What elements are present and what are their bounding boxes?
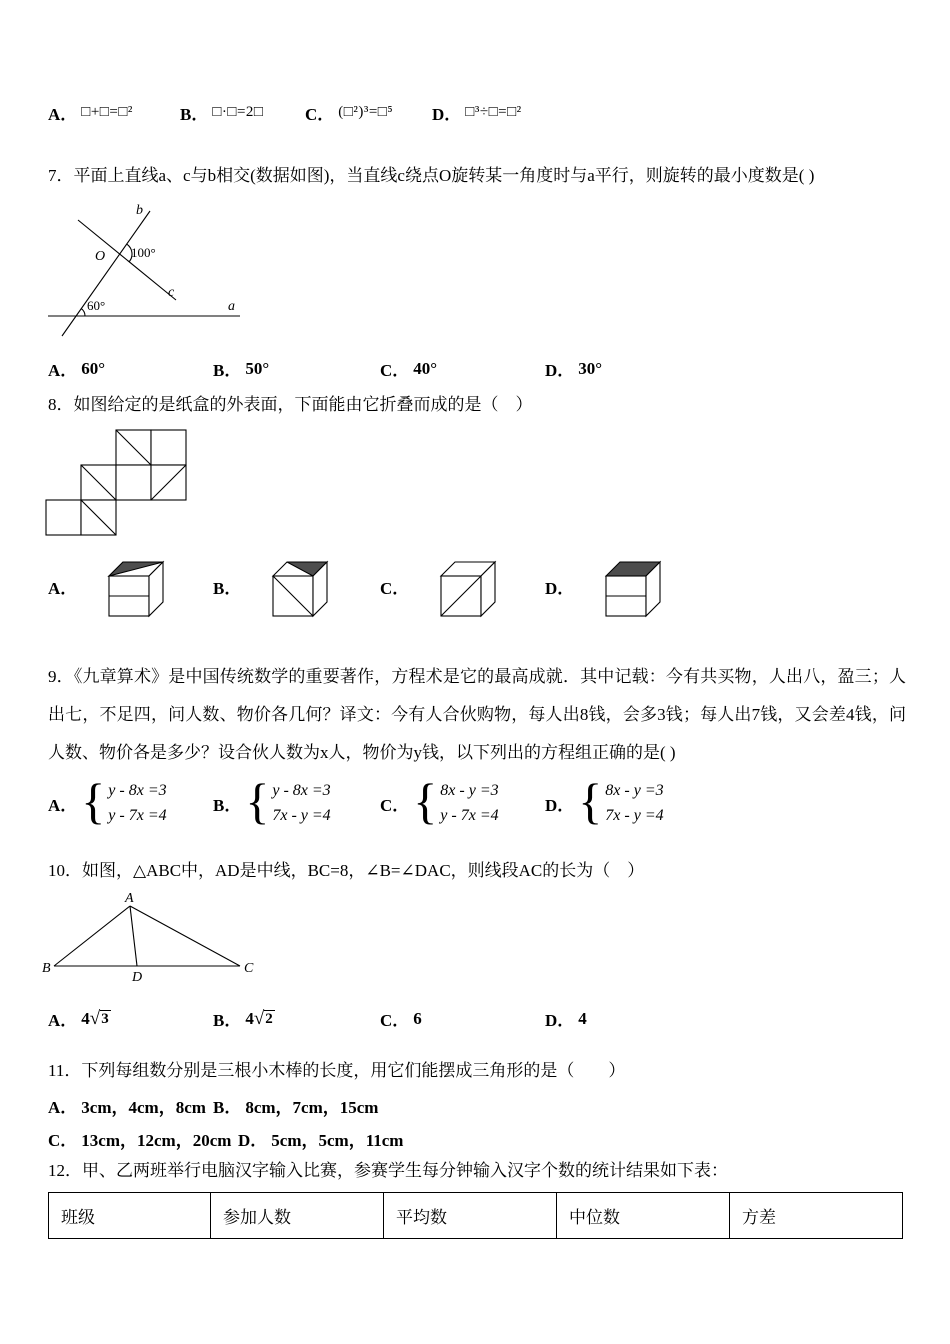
line-c <box>78 220 176 300</box>
angle-arc-60 <box>81 309 85 316</box>
option-label: D． <box>545 1011 575 1030</box>
option-value: 30° <box>578 358 603 378</box>
table-header-participants: 参加人数 <box>211 1193 384 1239</box>
table-header-class: 班级 <box>49 1193 211 1239</box>
formula: □³÷□=□² <box>465 104 522 120</box>
option-value: 8cm，7cm，15cm <box>245 1098 379 1117</box>
equation-1: 8x - y =3 <box>440 782 499 799</box>
point-b-label: B <box>42 961 51 976</box>
option-label: B． <box>213 361 242 380</box>
option-label: C． <box>380 578 410 598</box>
option-value: 60° <box>81 358 106 378</box>
q6-option-b <box>180 100 305 125</box>
option-label: C． <box>48 1131 78 1150</box>
q6-option-a <box>48 100 180 125</box>
option-label: D． <box>238 1131 268 1150</box>
question-7-text: 7．平面上直线a、c与b相交(数据如图)，当直线c绕点O旋转某一角度时与a平行，则旋转的最小度数是( ) <box>48 166 815 185</box>
equation-system <box>413 773 499 829</box>
q10-option-a <box>48 1006 213 1031</box>
option-label: A． <box>48 795 78 815</box>
q7-option-b <box>213 356 380 381</box>
q8-net-figure <box>40 424 200 544</box>
q7-figure <box>40 198 250 343</box>
q8-options-row <box>48 552 904 620</box>
cube-b-figure <box>265 552 331 620</box>
option-label: C． <box>305 105 335 124</box>
q6-option-c <box>305 100 432 125</box>
cube-d-figure <box>598 552 664 620</box>
sqrt-icon: √ <box>89 1007 101 1029</box>
table-header-variance: 方差 <box>730 1193 903 1239</box>
q8-option-b <box>213 552 380 620</box>
option-label: A． <box>48 1011 78 1030</box>
point-c-label: C <box>244 961 254 976</box>
radicand: 2 <box>265 1010 273 1027</box>
equation-2: 7x - y =4 <box>605 807 664 824</box>
coefficient: 4 <box>81 1008 90 1028</box>
option-value: 50° <box>245 358 270 378</box>
option-value: 13cm，12cm，20cm <box>81 1131 232 1150</box>
q11-option-b <box>213 1093 904 1118</box>
q9-options-row <box>48 773 904 829</box>
point-o-label: O <box>95 249 106 264</box>
line-a-label: a <box>228 299 235 314</box>
equation-1: 8x - y =3 <box>605 782 664 799</box>
point-d-label: D <box>132 970 143 985</box>
q8-option-d <box>545 552 904 620</box>
q9-option-b <box>213 773 380 829</box>
net-cell <box>46 500 81 535</box>
q10-option-c <box>380 1006 545 1031</box>
equation-system <box>578 773 664 829</box>
question-8-text: 8．如图给定的是纸盒的外表面，下面能由它折叠而成的是（ ） <box>48 395 533 414</box>
table-header-row <box>49 1193 903 1239</box>
q7-options-row <box>48 356 904 381</box>
statistics-table <box>48 1192 903 1239</box>
option-label: C． <box>380 795 410 815</box>
equation-2: y - 7x =4 <box>440 807 499 824</box>
line-b <box>62 211 150 336</box>
table-header-median: 中位数 <box>557 1193 730 1239</box>
q11-option-c <box>48 1126 238 1151</box>
option-label: B． <box>213 795 242 815</box>
formula: (□²)³=□⁵ <box>338 104 394 120</box>
option-label: C． <box>380 1011 410 1030</box>
option-label: B． <box>213 578 242 598</box>
q7-option-a <box>48 356 213 381</box>
sqrt-icon: √ <box>253 1007 265 1029</box>
formula: □+□=□² <box>81 104 133 120</box>
question-11-text: 11．下列每组数分别是三根小木棒的长度，用它们能摆成三角形的是（ ） <box>48 1061 626 1080</box>
cube-c-figure <box>433 552 499 620</box>
line-c-label: c <box>168 285 175 300</box>
radicand: 3 <box>101 1010 109 1027</box>
q11-option-a <box>48 1093 213 1118</box>
equation-1: y - 8x =3 <box>108 782 167 799</box>
q8-option-a <box>48 552 213 620</box>
left-brace: { <box>578 773 603 829</box>
option-value: 5cm，5cm，11cm <box>271 1131 404 1150</box>
segment-ba <box>54 906 130 966</box>
q6-option-d <box>432 100 904 125</box>
cube-a-figure <box>101 552 167 620</box>
q10-figure <box>40 888 260 993</box>
question-10-text: 10．如图，△ABC中，AD是中线，BC=8，∠B=∠DAC，则线段AC的长为（ ） <box>48 861 645 880</box>
option-label: A． <box>48 1098 78 1117</box>
option-label: D． <box>545 361 575 380</box>
q11-options-row-1 <box>48 1093 904 1118</box>
equation-1: y - 8x =3 <box>272 782 331 799</box>
point-a-label: A <box>125 891 134 906</box>
q11-options-row-2 <box>48 1126 904 1151</box>
left-brace: { <box>245 773 270 829</box>
option-label: A． <box>48 578 78 598</box>
formula: □·□=2□ <box>212 104 264 120</box>
option-label: A． <box>48 105 78 124</box>
q9-option-c <box>380 773 545 829</box>
option-label: B． <box>213 1098 242 1117</box>
coefficient: 4 <box>245 1008 254 1028</box>
table-header-mean: 平均数 <box>384 1193 557 1239</box>
segment-ac <box>130 906 240 966</box>
option-label: B． <box>180 105 209 124</box>
option-value: 40° <box>413 358 438 378</box>
q11-option-d <box>238 1126 904 1151</box>
option-label: D． <box>545 795 575 815</box>
left-brace: { <box>413 773 438 829</box>
q10-options-row <box>48 1006 904 1031</box>
angle-100-label: 100° <box>131 245 156 260</box>
angle-60-label: 60° <box>87 298 106 313</box>
option-label: D． <box>432 105 462 124</box>
option-label: B． <box>213 1011 242 1030</box>
line-b-label: b <box>136 203 143 218</box>
option-label: D． <box>545 578 575 598</box>
option-value: 4 <box>578 1008 587 1028</box>
left-brace: { <box>81 773 106 829</box>
equation-system <box>81 773 167 829</box>
option-label: C． <box>380 361 410 380</box>
option-label: A． <box>48 361 78 380</box>
option-value: 6 <box>413 1008 422 1028</box>
equation-system <box>245 773 331 829</box>
net-cell <box>151 430 186 465</box>
q8-option-c <box>380 552 545 620</box>
question-12-text: 12．甲、乙两班举行电脑汉字输入比赛，参赛学生每分钟输入汉字个数的统计结果如下表： <box>48 1161 728 1180</box>
q6-options-row <box>48 100 904 125</box>
equation-2: y - 7x =4 <box>108 807 167 824</box>
net-cell <box>116 465 151 500</box>
segment-ad-median <box>130 906 137 966</box>
q7-option-c <box>380 356 545 381</box>
equation-2: 7x - y =4 <box>272 807 331 824</box>
question-9-text: 9．《九章算术》是中国传统数学的重要著作，方程术是它的最高成就．其中记载：今有共买物，人出八，盈三；人出七，不足四，问人数、物价各几何？译文：今有人合伙购物，每人出8钱，会多3钱；每人出7钱，又会差4钱，问人数、物价各是多少？设合伙人数为x人，物价为y钱，以下列出的方程组正确的是( ) <box>48 667 906 762</box>
q7-option-d <box>545 356 904 381</box>
q9-option-d <box>545 773 904 829</box>
option-value: 3cm，4cm，8cm <box>81 1098 206 1117</box>
q9-option-a <box>48 773 213 829</box>
q10-option-b <box>213 1006 380 1031</box>
q10-option-d <box>545 1006 904 1031</box>
